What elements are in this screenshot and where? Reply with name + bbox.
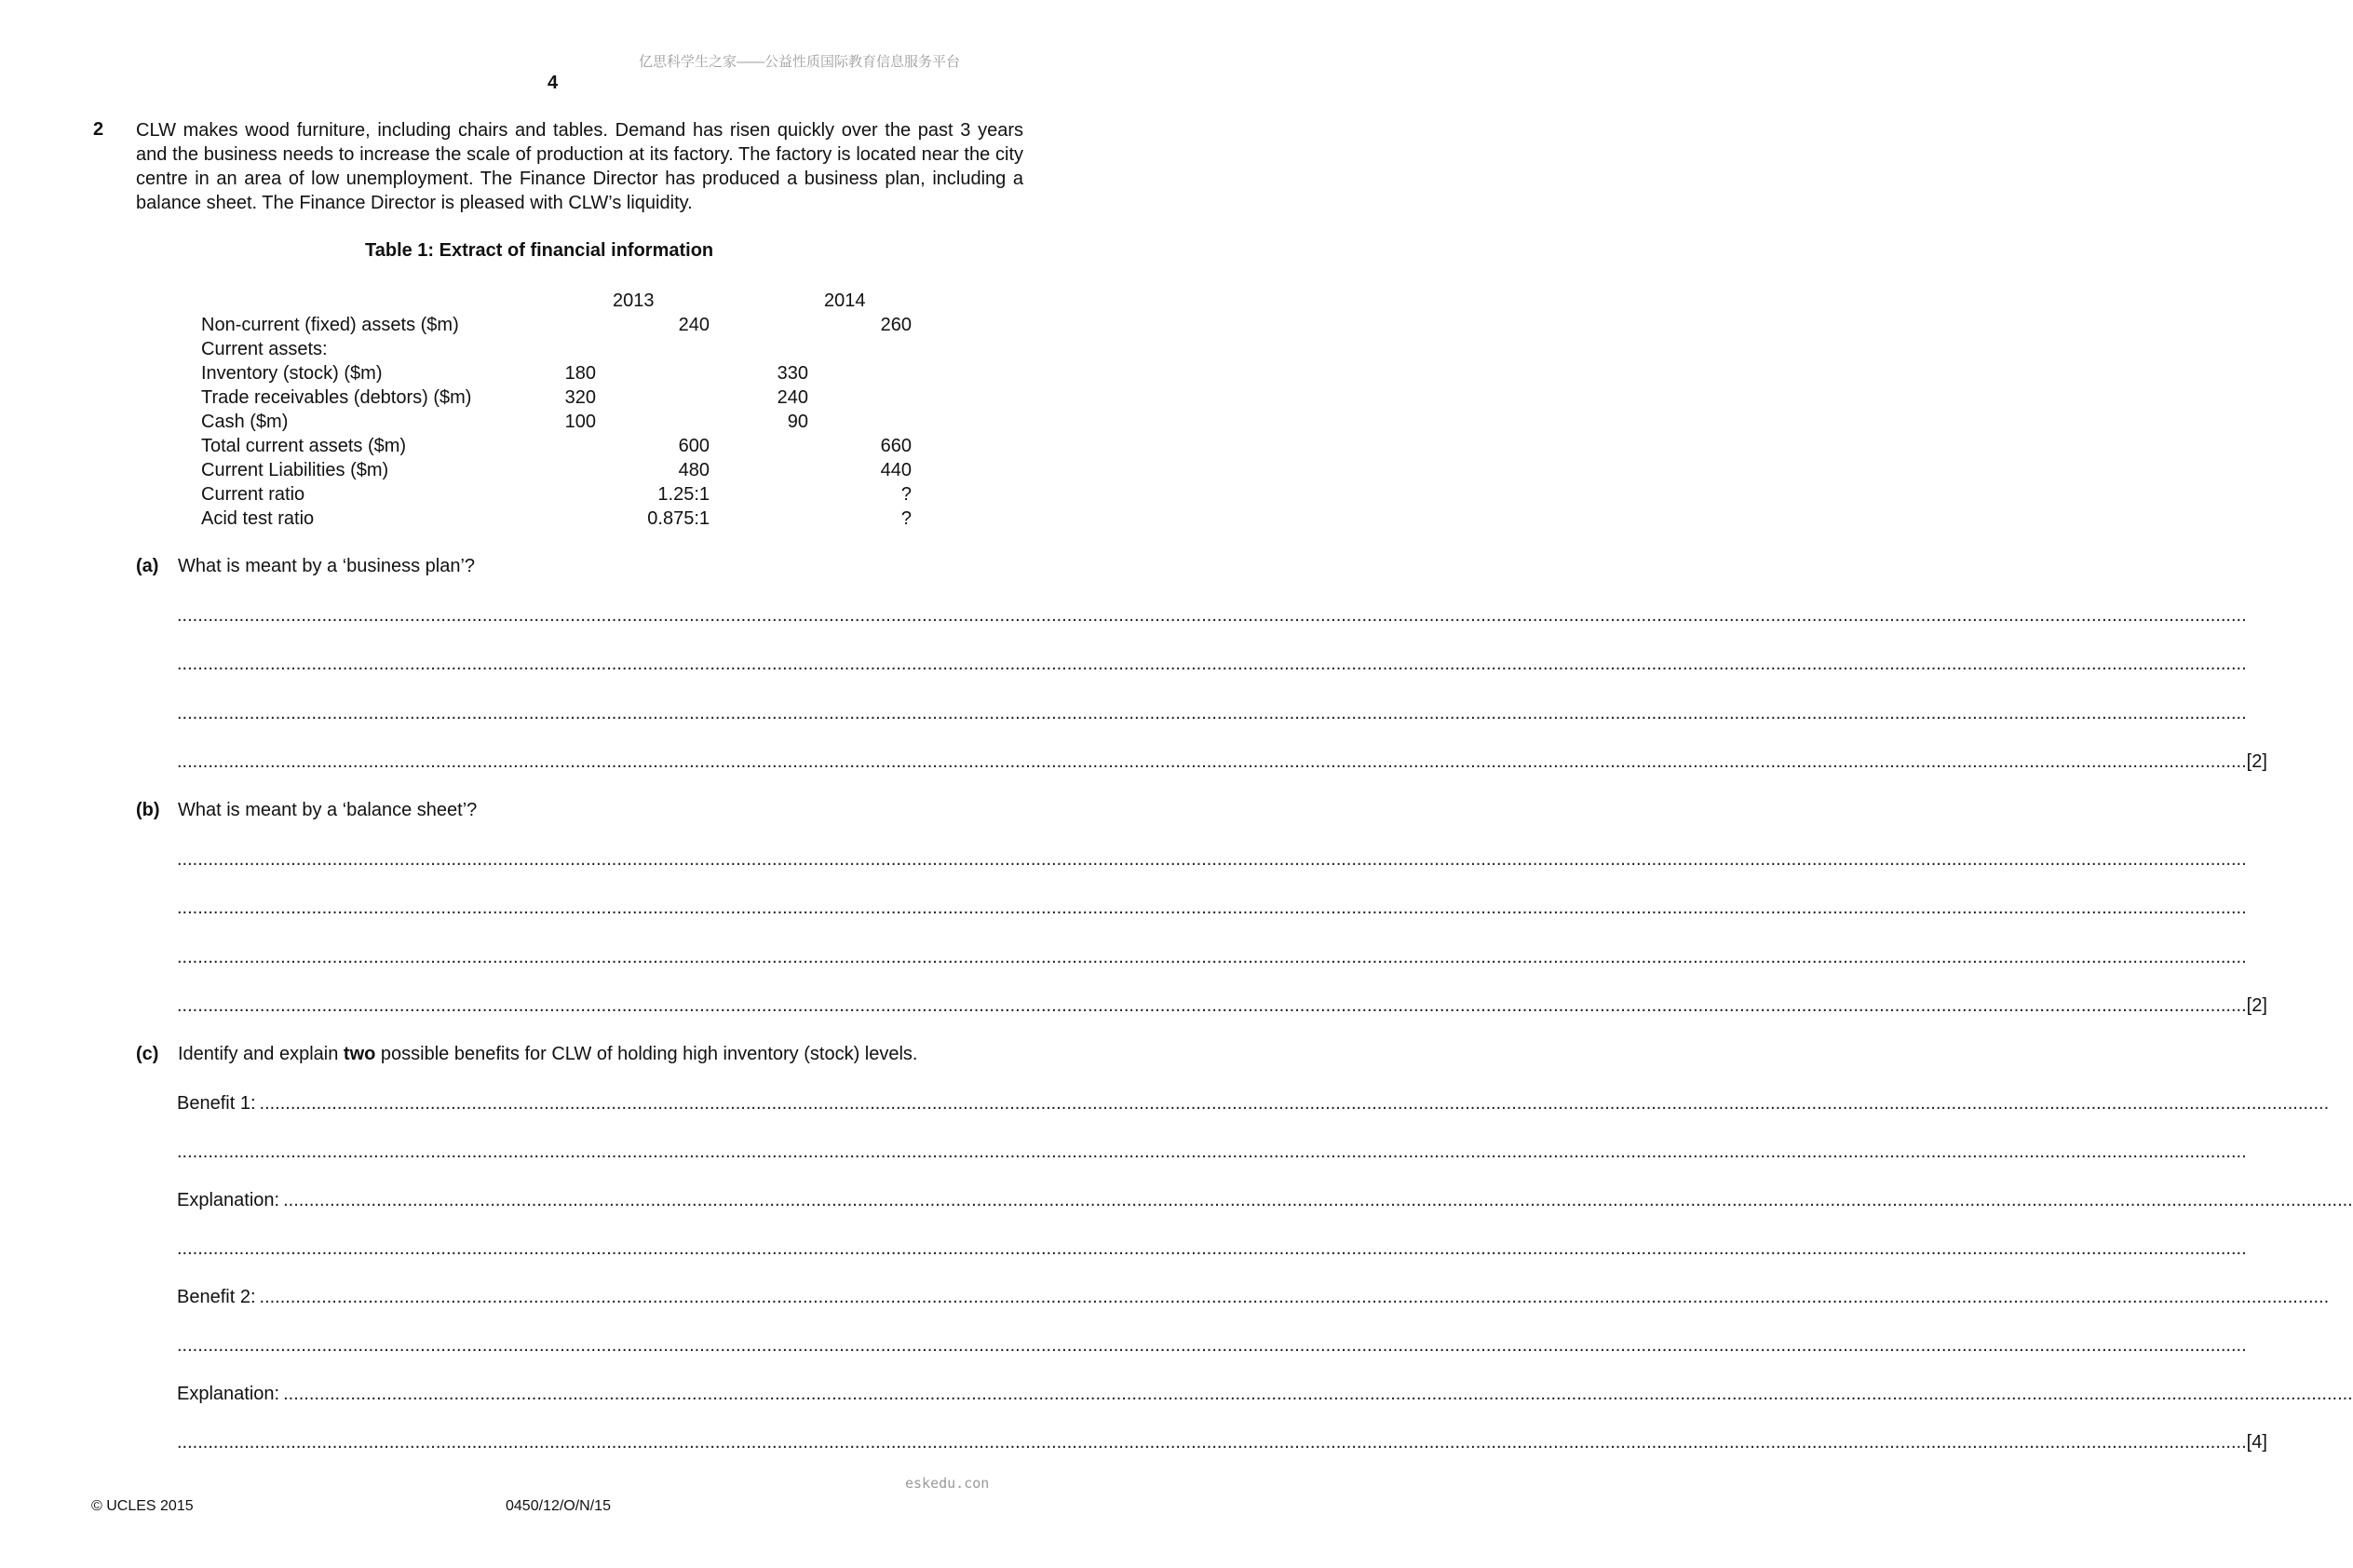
value-2014-detail: 90 [787,412,808,432]
row-label: Trade receivables (debtors) ($m) [201,387,472,408]
year-header-2013: 2013 [613,291,655,311]
row-label: Cash ($m) [201,412,289,432]
explanation-1-label: Explanation: [177,1190,280,1210]
marks-a: [2] [2246,751,2267,772]
benefit-1-label: Benefit 1: [177,1093,256,1114]
part-a-question: What is meant by a ‘business plan’? [178,556,476,576]
answer-line[interactable]: ................................................................................................................................................................................................................................................................................................................................................................................................................ [177,898,2247,918]
row-label: Current ratio [201,484,305,505]
part-c-label: (c) [136,1044,159,1064]
copyright: © UCLES 2015 [91,1498,194,1514]
marks-c: [4] [2246,1432,2267,1453]
value-2013-total: 240 [678,315,710,335]
benefit-1-line[interactable]: Benefit 1: ................................................................................................................................................................................................................................................................................................................................................................................................................ [177,1093,2330,1114]
value-2014-total: 660 [880,436,912,456]
part-b-label: (b) [136,800,160,820]
value-2014-detail: 330 [777,363,808,384]
marks-b: [2] [2246,995,2267,1016]
value-2014-total: ? [900,508,912,529]
value-2014-detail: 240 [777,387,808,408]
value-2013-total: 480 [678,460,710,480]
value-2013-total: 600 [678,436,710,456]
explanation-2-line[interactable]: Explanation: ................................................................................................................................................................................................................................................................................................................................................................................................................ [177,1384,2353,1404]
row-label: Current assets: [201,339,328,359]
part-c-question: Identify and explain two possible benefits for CLW of holding high inventory (stock) levels. [178,1044,918,1064]
row-label: Total current assets ($m) [201,436,407,456]
explanation-2-label: Explanation: [177,1384,280,1404]
value-2014-total: 440 [880,460,912,480]
answer-line[interactable]: ................................................................................................................................................................................................................................................................................................................................................................................................................ [2] [177,751,2267,772]
answer-line[interactable]: ................................................................................................................................................................................................................................................................................................................................................................................................................ [177,1142,2247,1162]
question-number: 2 [93,119,104,140]
paper-code: 0450/12/O/N/15 [506,1498,611,1514]
value-2013-total: 0.875:1 [647,508,710,529]
answer-line[interactable]: ................................................................................................................................................................................................................................................................................................................................................................................................................ [177,1238,2247,1259]
row-label: Acid test ratio [201,508,315,529]
row-label: Non-current (fixed) assets ($m) [201,315,459,335]
part-a-label: (a) [136,556,159,576]
explanation-1-line[interactable]: Explanation: ................................................................................................................................................................................................................................................................................................................................................................................................................ [177,1190,2353,1210]
answer-line[interactable]: ................................................................................................................................................................................................................................................................................................................................................................................................................ [2] [177,995,2267,1016]
answer-line[interactable]: ................................................................................................................................................................................................................................................................................................................................................................................................................ [177,605,2247,626]
part-b-question: What is meant by a ‘balance sheet’? [178,800,478,820]
page-number: 4 [548,73,559,93]
answer-line[interactable]: ................................................................................................................................................................................................................................................................................................................................................................................................................ [177,1335,2247,1356]
row-label: Current Liabilities ($m) [201,460,389,480]
answer-line[interactable]: ................................................................................................................................................................................................................................................................................................................................................................................................................ [177,703,2247,723]
value-2014-total: ? [900,484,912,505]
answer-line[interactable]: ................................................................................................................................................................................................................................................................................................................................................................................................................ [177,849,2247,870]
value-2013-total: 1.25:1 [657,484,710,505]
value-2013-detail: 100 [564,412,596,432]
answer-line[interactable]: ................................................................................................................................................................................................................................................................................................................................................................................................................ [177,654,2247,674]
footer-watermark: eskedu.con [905,1475,990,1492]
year-header-2014: 2014 [824,291,866,311]
benefit-2-label: Benefit 2: [177,1287,256,1307]
answer-line[interactable]: ................................................................................................................................................................................................................................................................................................................................................................................................................ [4] [177,1432,2267,1453]
benefit-2-line[interactable]: Benefit 2: ................................................................................................................................................................................................................................................................................................................................................................................................................ [177,1287,2330,1307]
question-intro: CLW makes wood furniture, including chairs and tables. Demand has risen quickly over the past 3 years and the business needs to increase the scale of production at its factory. The factory is located near the city centre in an area of low unemployment. The Finance Director has produced a business plan, including a balance sheet. The Finance Director is pleased with CLW’s liquidity. [136,120,1023,213]
row-label: Inventory (stock) ($m) [201,363,383,384]
table-title: Table 1: Extract of financial information [365,240,714,261]
answer-line[interactable]: ................................................................................................................................................................................................................................................................................................................................................................................................................ [177,947,2247,967]
value-2014-total: 260 [880,315,912,335]
value-2013-detail: 180 [564,363,596,384]
header-watermark: 亿思科学生之家——公益性质国际教育信息服务平台 [639,54,961,70]
value-2013-detail: 320 [564,387,596,408]
